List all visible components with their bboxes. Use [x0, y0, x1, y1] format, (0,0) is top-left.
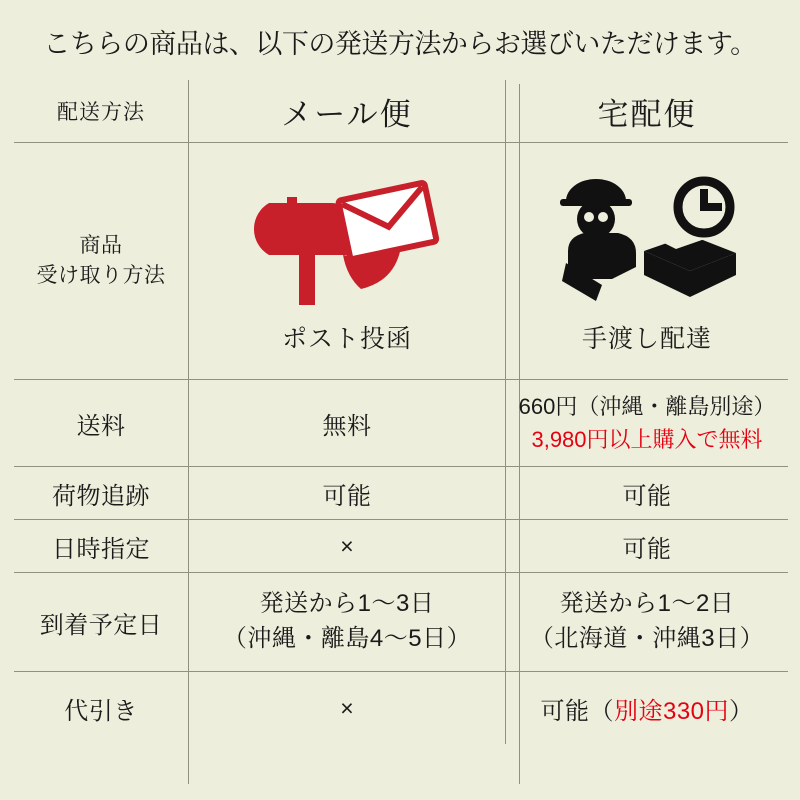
cell-mail-eta-line1: 発送から1〜3日	[259, 590, 435, 618]
cell-home-cod-extra: 別途330円	[613, 697, 730, 725]
table-row-tracking	[14, 467, 788, 520]
cell-home-cod	[506, 672, 789, 745]
row-label-receive-line1: 商品	[79, 233, 123, 257]
cell-mail-receive	[189, 143, 506, 380]
cell-mail-eta	[189, 573, 506, 672]
cell-home-fee	[506, 380, 789, 467]
cell-home-fee-amount: 660円（沖縄・離島別途）	[518, 394, 776, 419]
table-row-fee	[14, 380, 788, 467]
shipping-comparison-table	[14, 80, 788, 744]
cell-mail-datetime: ×	[189, 520, 506, 573]
cell-home-receive-caption: 手渡し配達	[581, 325, 712, 353]
row-label-tracking: 荷物追跡	[14, 467, 189, 520]
cell-mail-eta-line2: （沖縄・離島4〜5日）	[222, 625, 472, 652]
cell-home-datetime: 可能	[506, 520, 789, 573]
row-label-eta: 到着予定日	[14, 573, 189, 672]
mailbox-envelope-icon	[247, 167, 447, 307]
table-row-receive-method	[14, 143, 788, 380]
cell-home-receive	[506, 143, 789, 380]
cell-home-tracking: 可能	[506, 467, 789, 520]
cell-home-eta-line1: 発送から1〜2日	[559, 590, 735, 618]
page-title: こちらの商品は、以下の発送方法からお選びいただけます。	[43, 29, 757, 59]
table-row-datetime	[14, 520, 788, 573]
column-header-mail: メール便	[189, 80, 506, 143]
cell-mail-cod: ×	[189, 672, 506, 745]
cell-home-eta	[506, 573, 789, 672]
table-row-eta	[14, 573, 788, 672]
row-label-method: 配送方法	[14, 80, 189, 143]
table-row-cod	[14, 672, 788, 745]
row-label-cod: 代引き	[64, 697, 138, 725]
table-row-header	[14, 80, 788, 143]
cell-mail-fee: 無料	[189, 380, 506, 467]
row-label-receive-line2: 受け取り方法	[36, 264, 166, 287]
cell-home-cod-prefix: 可能（	[540, 697, 614, 725]
cell-mail-tracking: 可能	[189, 467, 506, 520]
delivery-person-box-icon	[552, 167, 742, 307]
row-label-receive	[14, 143, 189, 380]
cell-home-cod-suffix: ）	[729, 697, 754, 725]
row-label-datetime: 日時指定	[14, 520, 189, 573]
column-header-home: 宅配便	[506, 80, 789, 143]
row-label-fee: 送料	[14, 380, 189, 467]
cell-home-eta-line2: （北海道・沖縄3日）	[529, 625, 765, 652]
cell-mail-receive-caption: ポスト投函	[281, 325, 412, 353]
cell-home-fee-note: 3,980円以上購入で無料	[531, 427, 763, 452]
